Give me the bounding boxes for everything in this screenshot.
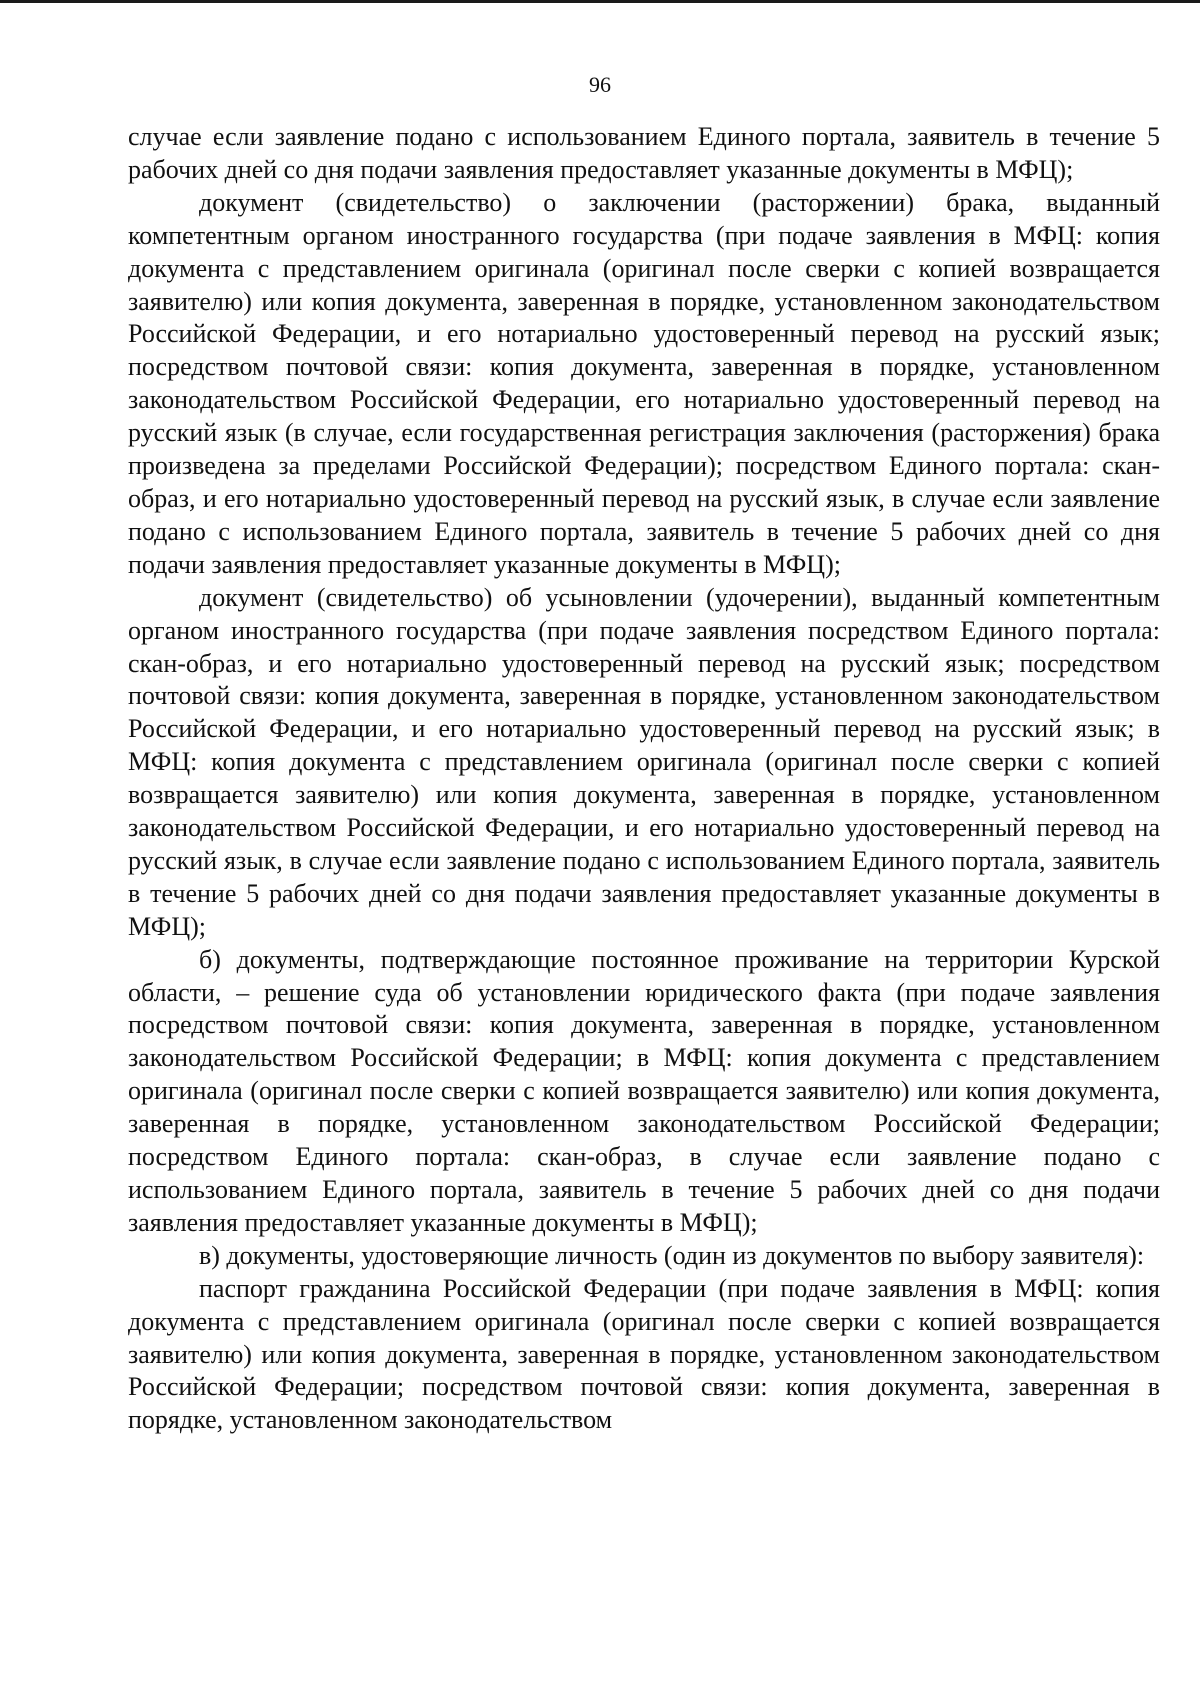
- page-number: 96: [589, 72, 611, 97]
- document-body: [128, 121, 1160, 1437]
- paragraph-residence-documents: б) документы, подтверждающие постоянное проживание на территории Курской области, – решение суда об установлении юридического факта (при подаче заявления посредством почтовой связи: копия документа, заверенная в порядке, установленном законодательством Российской Федерации; в МФЦ: копия документа с представлением оригинала (оригинал после сверки с копией возвращается заявителю) или копия документа, заверенная в порядке, установленном законодательством Российской Федерации; посредством Единого портала: скан-образ, в случае если заявление подано с использованием Единого портала, заявитель в течение 5 рабочих дней со дня подачи заявления предоставляет указанные документы в МФЦ);: [128, 944, 1160, 1237]
- top-border-line: [0, 0, 1200, 3]
- paragraph-marriage-certificate: документ (свидетельство) о заключении (расторжении) брака, выданный компетентным органом иностранного государства (при подаче заявления в МФЦ: копия документа с представлением оригинала (оригинал после сверки с копией возвращается заявителю) или копия документа, заверенная в порядке, установленном законодательством Российской Федерации, и его нотариально удостоверенный перевод на русский язык; посредством почтовой связи: копия документа, заверенная в порядке, установленном законодательством Российской Федерации, его нотариально удостоверенный перевод на русский язык (в случае, если государственная регистрация заключения (расторжения) брака произведена за пределами Российской Федерации); посредством Единого портала: скан-образ, и его нотариально удостоверенный перевод на русский язык, в случае если заявление подано с использованием Единого портала, заявитель в течение 5 рабочих дней со дня подачи заявления предоставляет указанные документы в МФЦ);: [128, 187, 1160, 579]
- paragraph-passport: паспорт гражданина Российской Федерации (при подаче заявления в МФЦ: копия документа с представлением оригинала (оригинал после сверки с копией возвращается заявителю) или копия документа, заверенная в порядке, установленном законодательством Российской Федерации; посредством почтовой связи: копия документа, заверенная в порядке, установленном законодательством: [128, 1273, 1160, 1435]
- paragraph-continuation: случае если заявление подано с использованием Единого портала, заявитель в течение 5 рабочих дней со дня подачи заявления предоставляет указанные документы в МФЦ);: [128, 122, 1160, 184]
- paragraph-identity-documents: в) документы, удостоверяющие личность (один из документов по выбору заявителя):: [199, 1240, 1145, 1270]
- paragraph-adoption-certificate: документ (свидетельство) об усыновлении (удочерении), выданный компетентным органом иностранного государства (при подаче заявления посредством Единого портала: скан-образ, и его нотариально удостоверенный перевод на русский язык; посредством почтовой связи: копия документа, заверенная в порядке, установленном законодательством Российской Федерации, и его нотариально удостоверенный перевод на русский язык; в МФЦ: копия документа с представлением оригинала (оригинал после сверки с копией возвращается заявителю) или копия документа, заверенная в порядке, установленном законодательством Российской Федерации, и его нотариально удостоверенный перевод на русский язык, в случае если заявление подано с использованием Единого портала, заявитель в течение 5 рабочих дней со дня подачи заявления предоставляет указанные документы в МФЦ);: [128, 582, 1160, 941]
